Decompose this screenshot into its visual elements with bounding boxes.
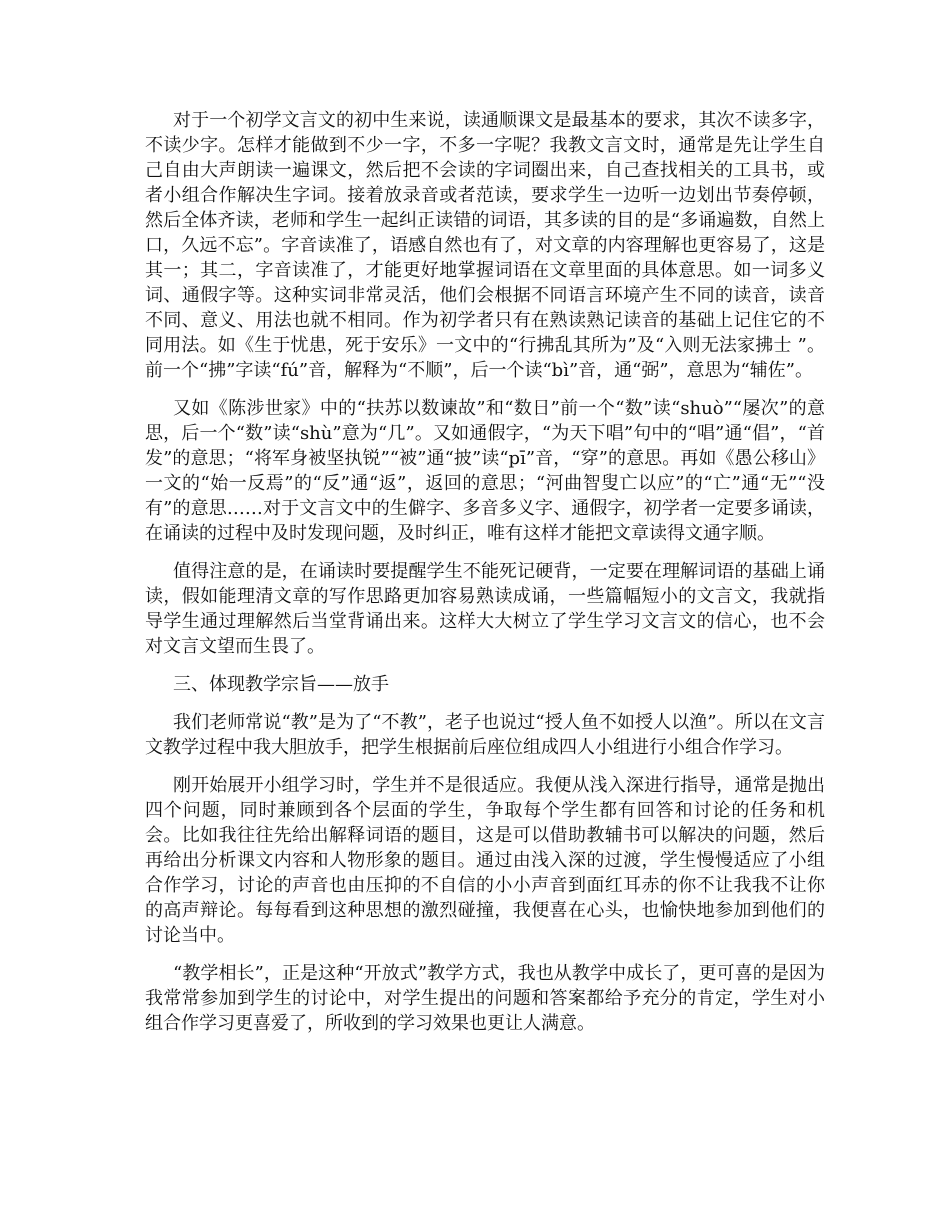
paragraph-mutual-growth: “教学相长”，正是这种“开放式”教学方式，我也从教学中成长了，更可喜的是因为我常常参加到学生的讨论中，对学生提出的问题和答案都给予充分的肯定，学生对小组合作学习更喜爱了，所收到的学习效果也更让人满意。 <box>145 963 825 1034</box>
paragraph-polyphonic-examples: 又如《陈涉世家》中的“扶苏以数谏故”和“数日”前一个“数”读“shuò”“屡次”的意思，后一个“数”读“shù”意为“几”。又如通假字，“为天下唱”句中的“唱”通“倡”，“首发”的意思；“将军身被坚执锐”“被”通“披”读“pī”音，“穿”的意思。再如《愚公移山》一文的“始一反焉”的“反”通“返”，返回的意思；“河曲智叟亡以应”的“亡”通“无”“没有”的意思……对于文言文中的生僻字、多音多义字、通假字，初学者一定要多诵读，在诵读的过程中及时发现问题，及时纠正，唯有这样才能把文章读得文通字顺。 <box>145 398 825 544</box>
document-page <box>145 108 825 1049</box>
paragraph-reading-fluency: 对于一个初学文言文的初中生来说，读通顺课文是最基本的要求，其次不读多字，不读少字。怎样才能做到不少一字，不多一字呢？我教文言文时，通常是先让学生自己自由大声朗读一遍课文，然后把不会读的字词圈出来，自己查找相关的工具书，或者小组合作解决生字词。接着放录音或者范读，要求学生一边听一边划出节奏停顿，然后全体齐读，老师和学生一起纠正读错的词语，其多读的目的是“多诵遍数，自然上口，久远不忘”。字音读准了，语感自然也有了，对文章的内容理解也更容易了，这是其一；其二，字音读准了，才能更好地掌握词语在文章里面的具体意思。如一词多义词、通假字等。这种实词非常灵活，他们会根据不同语言环境产生不同的读音，读音不同、意义、用法也就不相同。作为初学者只有在熟读熟记读音的基础上记住它的不同用法。如《生于忧患，死于安乐》一文中的“行拂乱其所为”及“入则无法家拂士 ”。前一个“拂”字读“fú”音，解释为“不顺”，后一个读“bì”音，通“弼”，意思为“辅佐”。 <box>145 110 825 381</box>
section-heading: 三、体现教学宗旨——放手 <box>173 674 389 695</box>
paragraph-group-learning: 刚开始展开小组学习时，学生并不是很适应。我便从浅入深进行指导，通常是抛出四个问题，同时兼顾到各个层面的学生，争取每个学生都有回答和讨论的任务和机会。比如我往往先给出解释词语的题目，这是可以借助教辅书可以解决的问题，然后再给出分析课文内容和人物形象的题目。通过由浅入深的过渡，学生慢慢适应了小组合作学习，讨论的声音也由压抑的不自信的小小声音到面红耳赤的你不让我我不让你的高声辩论。每每看到这种思想的激烈碰撞，我便喜在心头，也愉快地参加到他们的讨论当中。 <box>145 775 825 946</box>
paragraph-teaching-purpose: 我们老师常说“教”是为了“不教”，老子也说过“授人鱼不如授人以渔”。所以在文言文教学过程中我大胆放手，把学生根据前后座位组成四人小组进行小组合作学习。 <box>145 712 825 758</box>
paragraph-recitation-note: 值得注意的是，在诵读时要提醒学生不能死记硬背，一定要在理解词语的基础上诵读，假如能理清文章的写作思路更加容易熟读成诵，一些篇幅短小的文言文，我就指导学生通过理解然后当堂背诵出来。这样大大树立了学生学习文言文的信心，也不会对文言文望而生畏了。 <box>145 561 825 657</box>
